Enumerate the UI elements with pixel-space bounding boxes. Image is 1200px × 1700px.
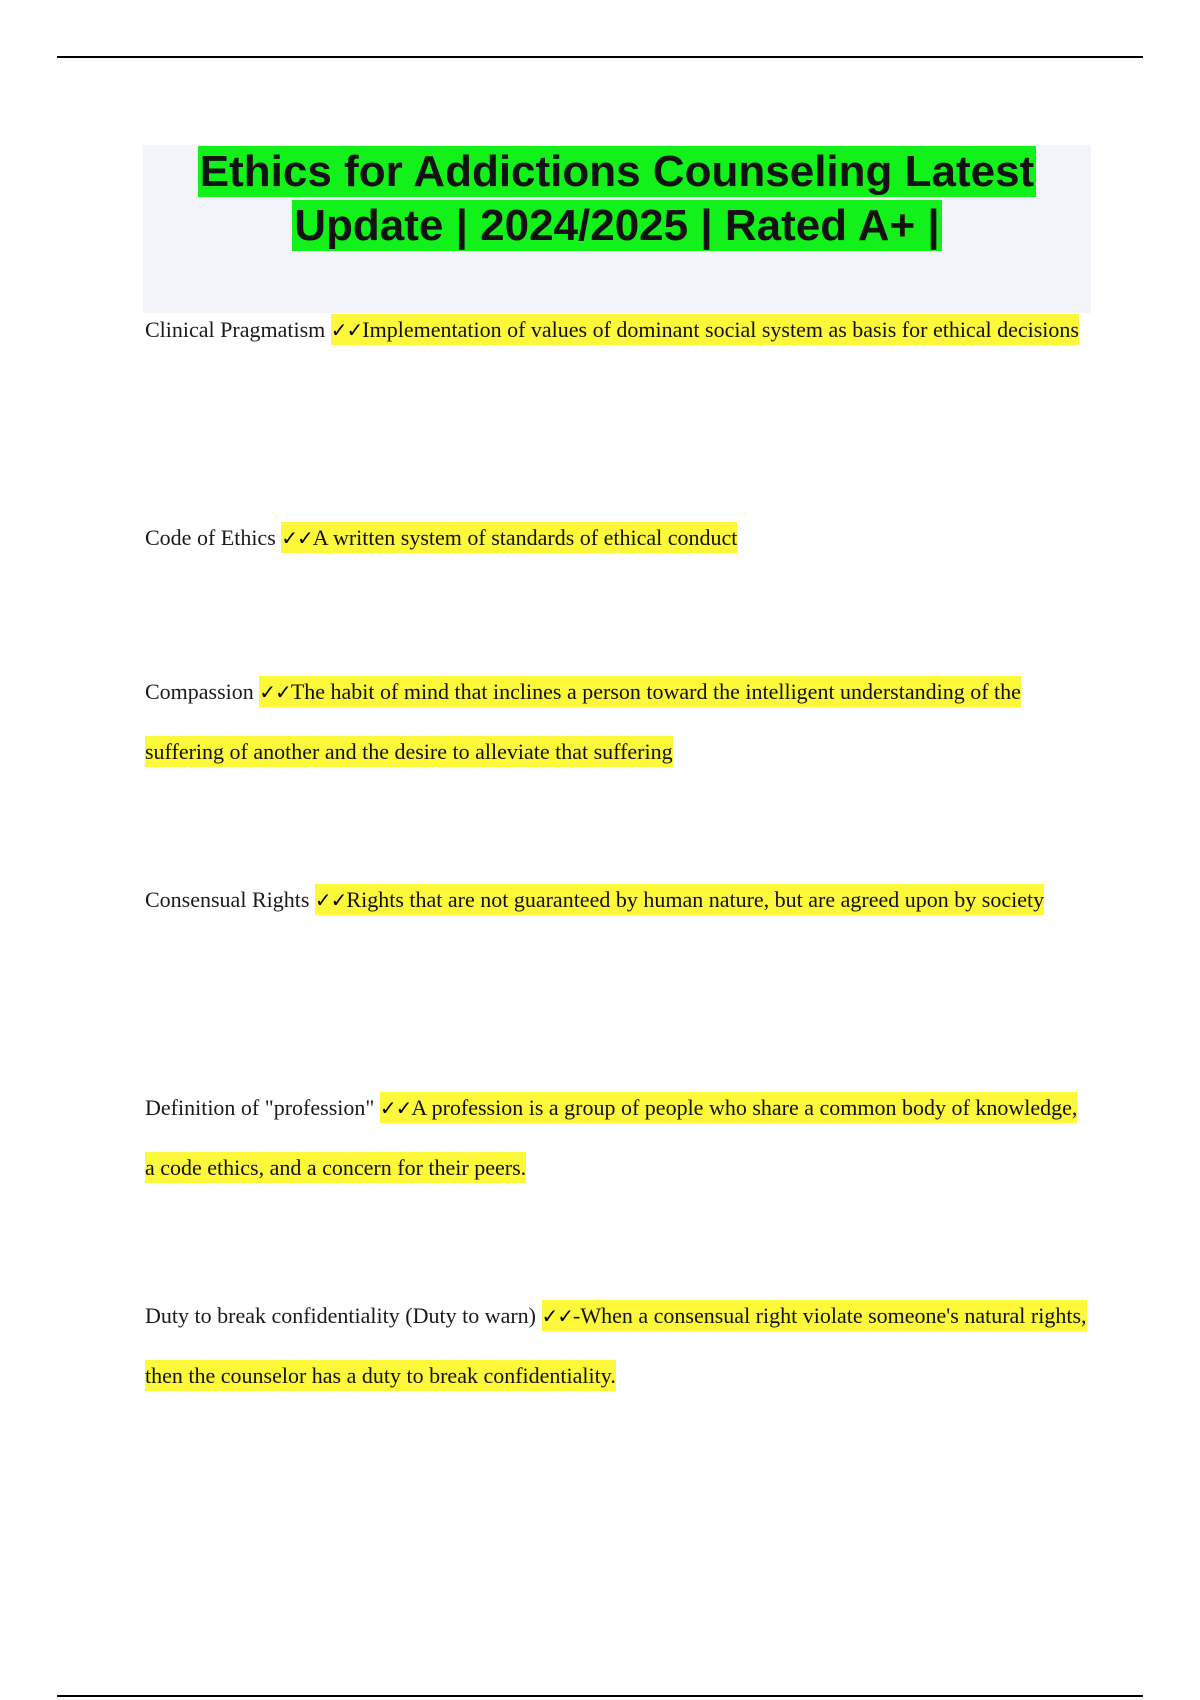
- entry-term: Definition of "profession": [145, 1095, 375, 1120]
- entry-term: Duty to break confidentiality (Duty to warn): [145, 1303, 537, 1328]
- entry-definition-text: Rights that are not guaranteed by human nature, but are agreed upon by society: [346, 887, 1045, 912]
- entry-definition-text: Implementation of values of dominant social system as basis for ethical decisions: [362, 317, 1079, 342]
- double-check-icon: ✓✓: [259, 680, 291, 704]
- entry-definition-text: -When a consensual right violate someone's natural rights, then the counselor has a duty to break confidentiality.: [145, 1303, 1087, 1388]
- entry-definition: [145, 676, 1021, 767]
- entry-definition-text: The habit of mind that inclines a person toward the intelligent understanding of the suffering of another and the desire to alleviate that suffering: [145, 679, 1021, 764]
- glossary-entry: [145, 1078, 1090, 1198]
- document-title-text: Ethics for Addictions Counseling Latest Update | 2024/2025 | Rated A+ |: [199, 147, 1035, 250]
- double-check-icon: ✓✓: [314, 888, 347, 912]
- double-check-icon: ✓✓: [541, 1304, 574, 1328]
- double-check-icon: ✓✓: [379, 1096, 412, 1120]
- title-block: [143, 145, 1091, 313]
- entry-term: Compassion: [145, 679, 254, 704]
- entry-term: Consensual Rights: [145, 887, 310, 912]
- top-rule: [57, 56, 1143, 58]
- double-check-icon: ✓✓: [330, 318, 363, 342]
- glossary-entry: [145, 662, 1090, 782]
- entry-definition: [331, 314, 1079, 345]
- entry-definition: [315, 884, 1044, 915]
- entry-term: Code of Ethics: [145, 525, 276, 550]
- entry-term: Clinical Pragmatism: [145, 317, 326, 342]
- double-check-icon: ✓✓: [281, 526, 313, 550]
- entry-definition: [281, 522, 737, 553]
- entry-definition-text: A written system of standards of ethical conduct: [312, 525, 738, 550]
- document-title: [143, 145, 1091, 253]
- glossary-entry: [145, 870, 1090, 930]
- glossary-entry: [145, 1286, 1090, 1406]
- entry-definition-text: A profession is a group of people who share a common body of knowledge, a code ethics, and a concern for their peers.: [145, 1095, 1078, 1180]
- bottom-rule: [57, 1695, 1143, 1697]
- glossary-entry: [145, 300, 1090, 360]
- glossary-entry: [145, 508, 1090, 568]
